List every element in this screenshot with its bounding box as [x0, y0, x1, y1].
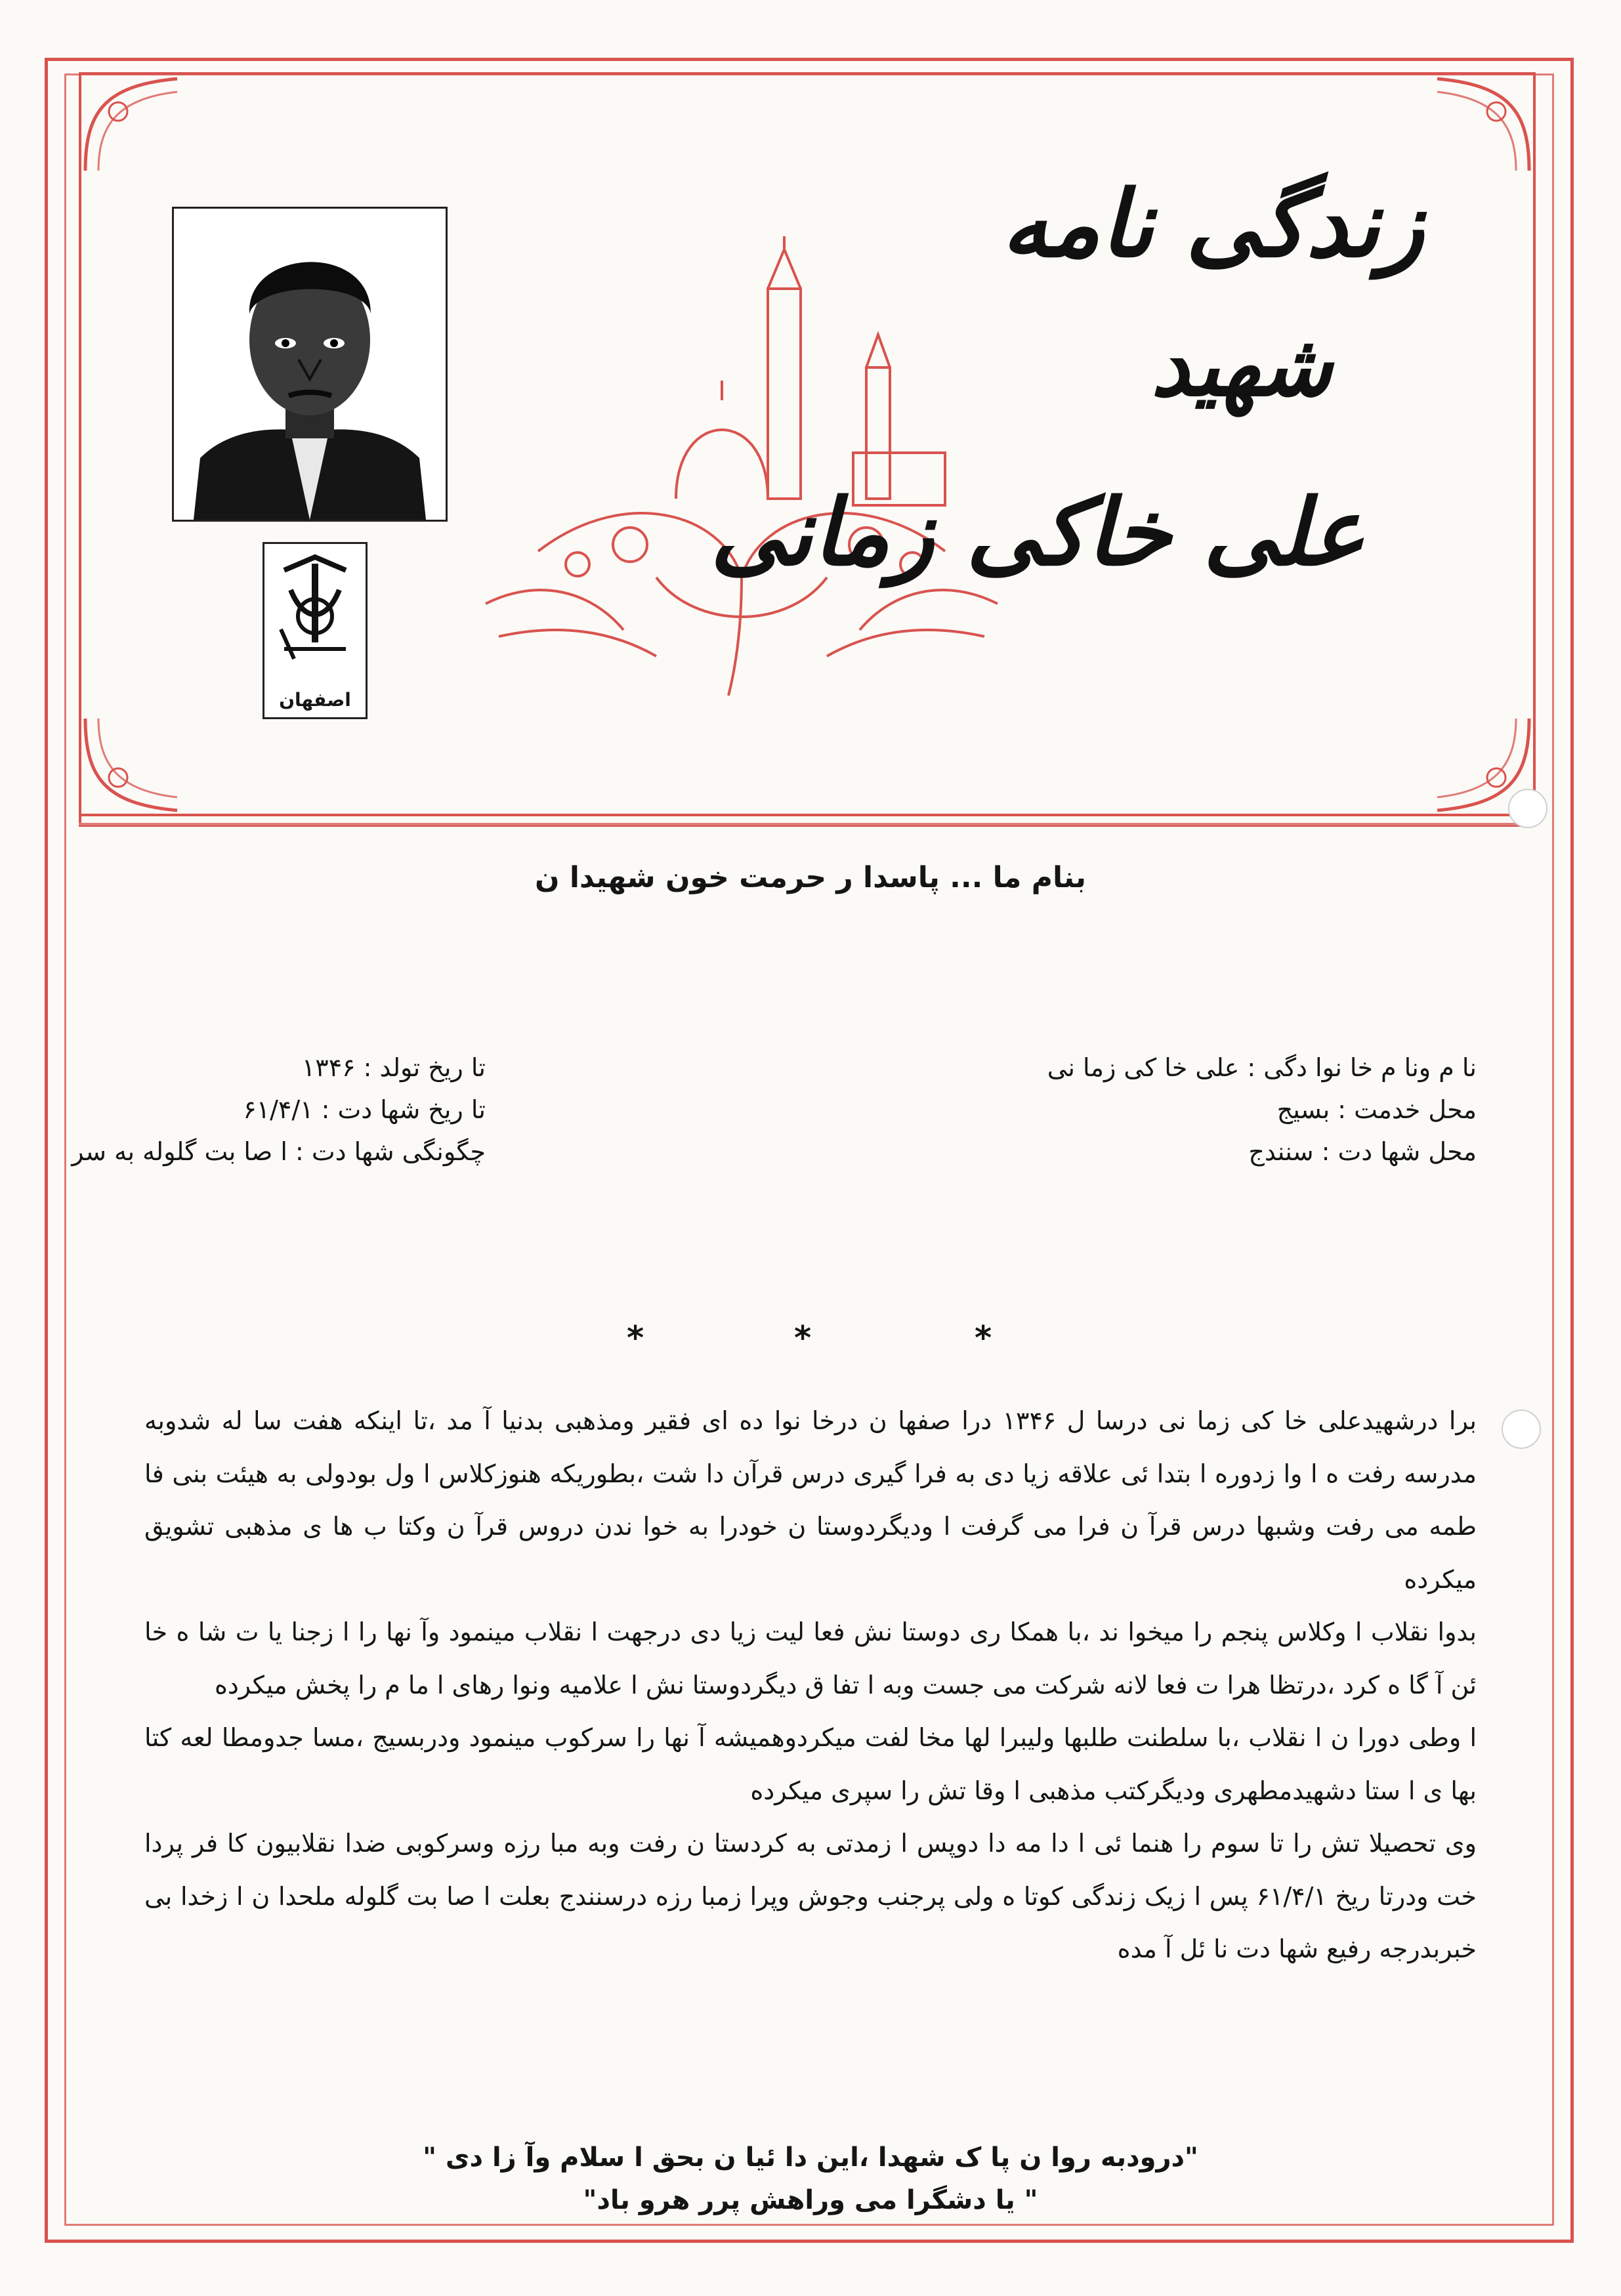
- info-name: نا م ونا م خا نوا دگی : علی خا کی زما نی: [1047, 1053, 1477, 1082]
- header-divider: [79, 814, 1536, 825]
- emblem-caption: اصفهان: [279, 689, 351, 711]
- title-line-3: علی خاکی زمانی: [710, 479, 1365, 587]
- punch-hole: [1502, 1409, 1541, 1449]
- ornament-corner-icon: [79, 712, 184, 817]
- info-block-right: [1047, 1047, 1477, 1173]
- body-paragraph: وی تحصیلا تش را تا سوم را هنما ئی ا دا مه دا دوپس ا زمدتی به کردستا ن رفت وبه مبا رزه وسرکوبی ضدا نقلابیون کا فر پردا خت ودرتا ریخ ۶۱/۴/۱ پس ا زیک زندگی کوتا ه ولی پرجنب وجوش وپرا زمبا رزه درسنندج بعلت ا صا بت گلوله ملحدا ن ا زخدا بی خبربدرجه رفیع شها دت نا ئل آ مده: [144, 1829, 1477, 1963]
- separator-star: *: [975, 1319, 992, 1357]
- page-heading: بنام ما ... پاسدا ر حرمت خون شهیدا ن: [535, 861, 1086, 894]
- body-paragraph: ا وطی دورا ن ا نقلاب ،با سلطنت طلبها ولیبرا لها مخا لفت میکردوهمیشه آ نها را سرکوب مینمود ودربسیج ،مسا جدومطا لعه کتا بها ی ا ستا دشهیدمطهری ودیگرکتب مذهبی ا وقا تش را سپری میکرده: [144, 1723, 1477, 1805]
- info-birth-date: تا ریخ تولد : ۱۳۴۶: [301, 1053, 486, 1082]
- portrait-photo: [172, 207, 448, 522]
- info-block-left: [13, 1047, 486, 1173]
- info-martyrdom-date: تا ریخ شها دت : ۶۱/۴/۱: [243, 1095, 486, 1124]
- section-separator: [0, 1319, 1621, 1358]
- info-martyrdom-manner: چگونگی شها دت : ا صا بت گلوله به سر: [72, 1137, 486, 1166]
- title-line-1: زندگی نامه: [1001, 171, 1424, 278]
- irgc-emblem-icon: [264, 544, 366, 675]
- ornament-corner-icon: [1431, 72, 1536, 177]
- body-paragraph: برا درشهیدعلی خا کی زما نی درسا ل ۱۳۴۶ درا صفها ن درخا نوا ده ای فقیر ومذهبی بدنیا آ مد ،تا اینکه هفت سا له شدوبه مدرسه رفت ه ا وا زدوره ا بتدا ئی علاقه زیا دی به فرا گیری درس قرآن دا شت ،بطوریکه هنوزکلاس ا ول بودولی به هیئت بنی فا طمه می رفت وشبها درس قرآ ن فرا می گرفت ا ودیگردوستا ن خودرا به خوا ندن دروس قرآ ن وکتا ب ها ی مذهبی تشویق میکرده: [144, 1406, 1477, 1594]
- title-line-2: شهید: [1150, 315, 1332, 415]
- irgc-emblem: [263, 542, 368, 719]
- info-martyrdom-place: محل شها دت : سنندج: [1248, 1137, 1477, 1166]
- info-service-place: محل خدمت : بسیج: [1276, 1095, 1477, 1124]
- separator-star: *: [794, 1319, 812, 1357]
- body-paragraph: بدوا نقلاب ا وکلاس پنجم را میخوا ند ،با همکا ری دوستا نش فعا لیت زیا دی درجهت ا نقلاب مینمود وآ نها را ا زجنا یا ت شا ه خا ئن آ گا ه کرد ،درتظا هرا ت فعا لانه شرکت می جست وبه ا تفا ق دیگردوستا نش ا علامیه ونوا رهای ا ما م را پخش میکرده: [144, 1618, 1477, 1700]
- punch-hole: [1508, 789, 1547, 828]
- biography-body: [144, 1394, 1477, 1976]
- separator-star: *: [627, 1319, 644, 1357]
- footer-line-1: "درودبه روا ن پا ک شهدا ،این دا ئیا ن بحق ا سلام وآ زا دی ": [423, 2142, 1198, 2173]
- footer-line-2: " یا دشگرا می وراهش پرر هرو باد": [583, 2185, 1038, 2215]
- ornament-corner-icon: [79, 72, 184, 177]
- shrine-illustration: [459, 236, 1024, 709]
